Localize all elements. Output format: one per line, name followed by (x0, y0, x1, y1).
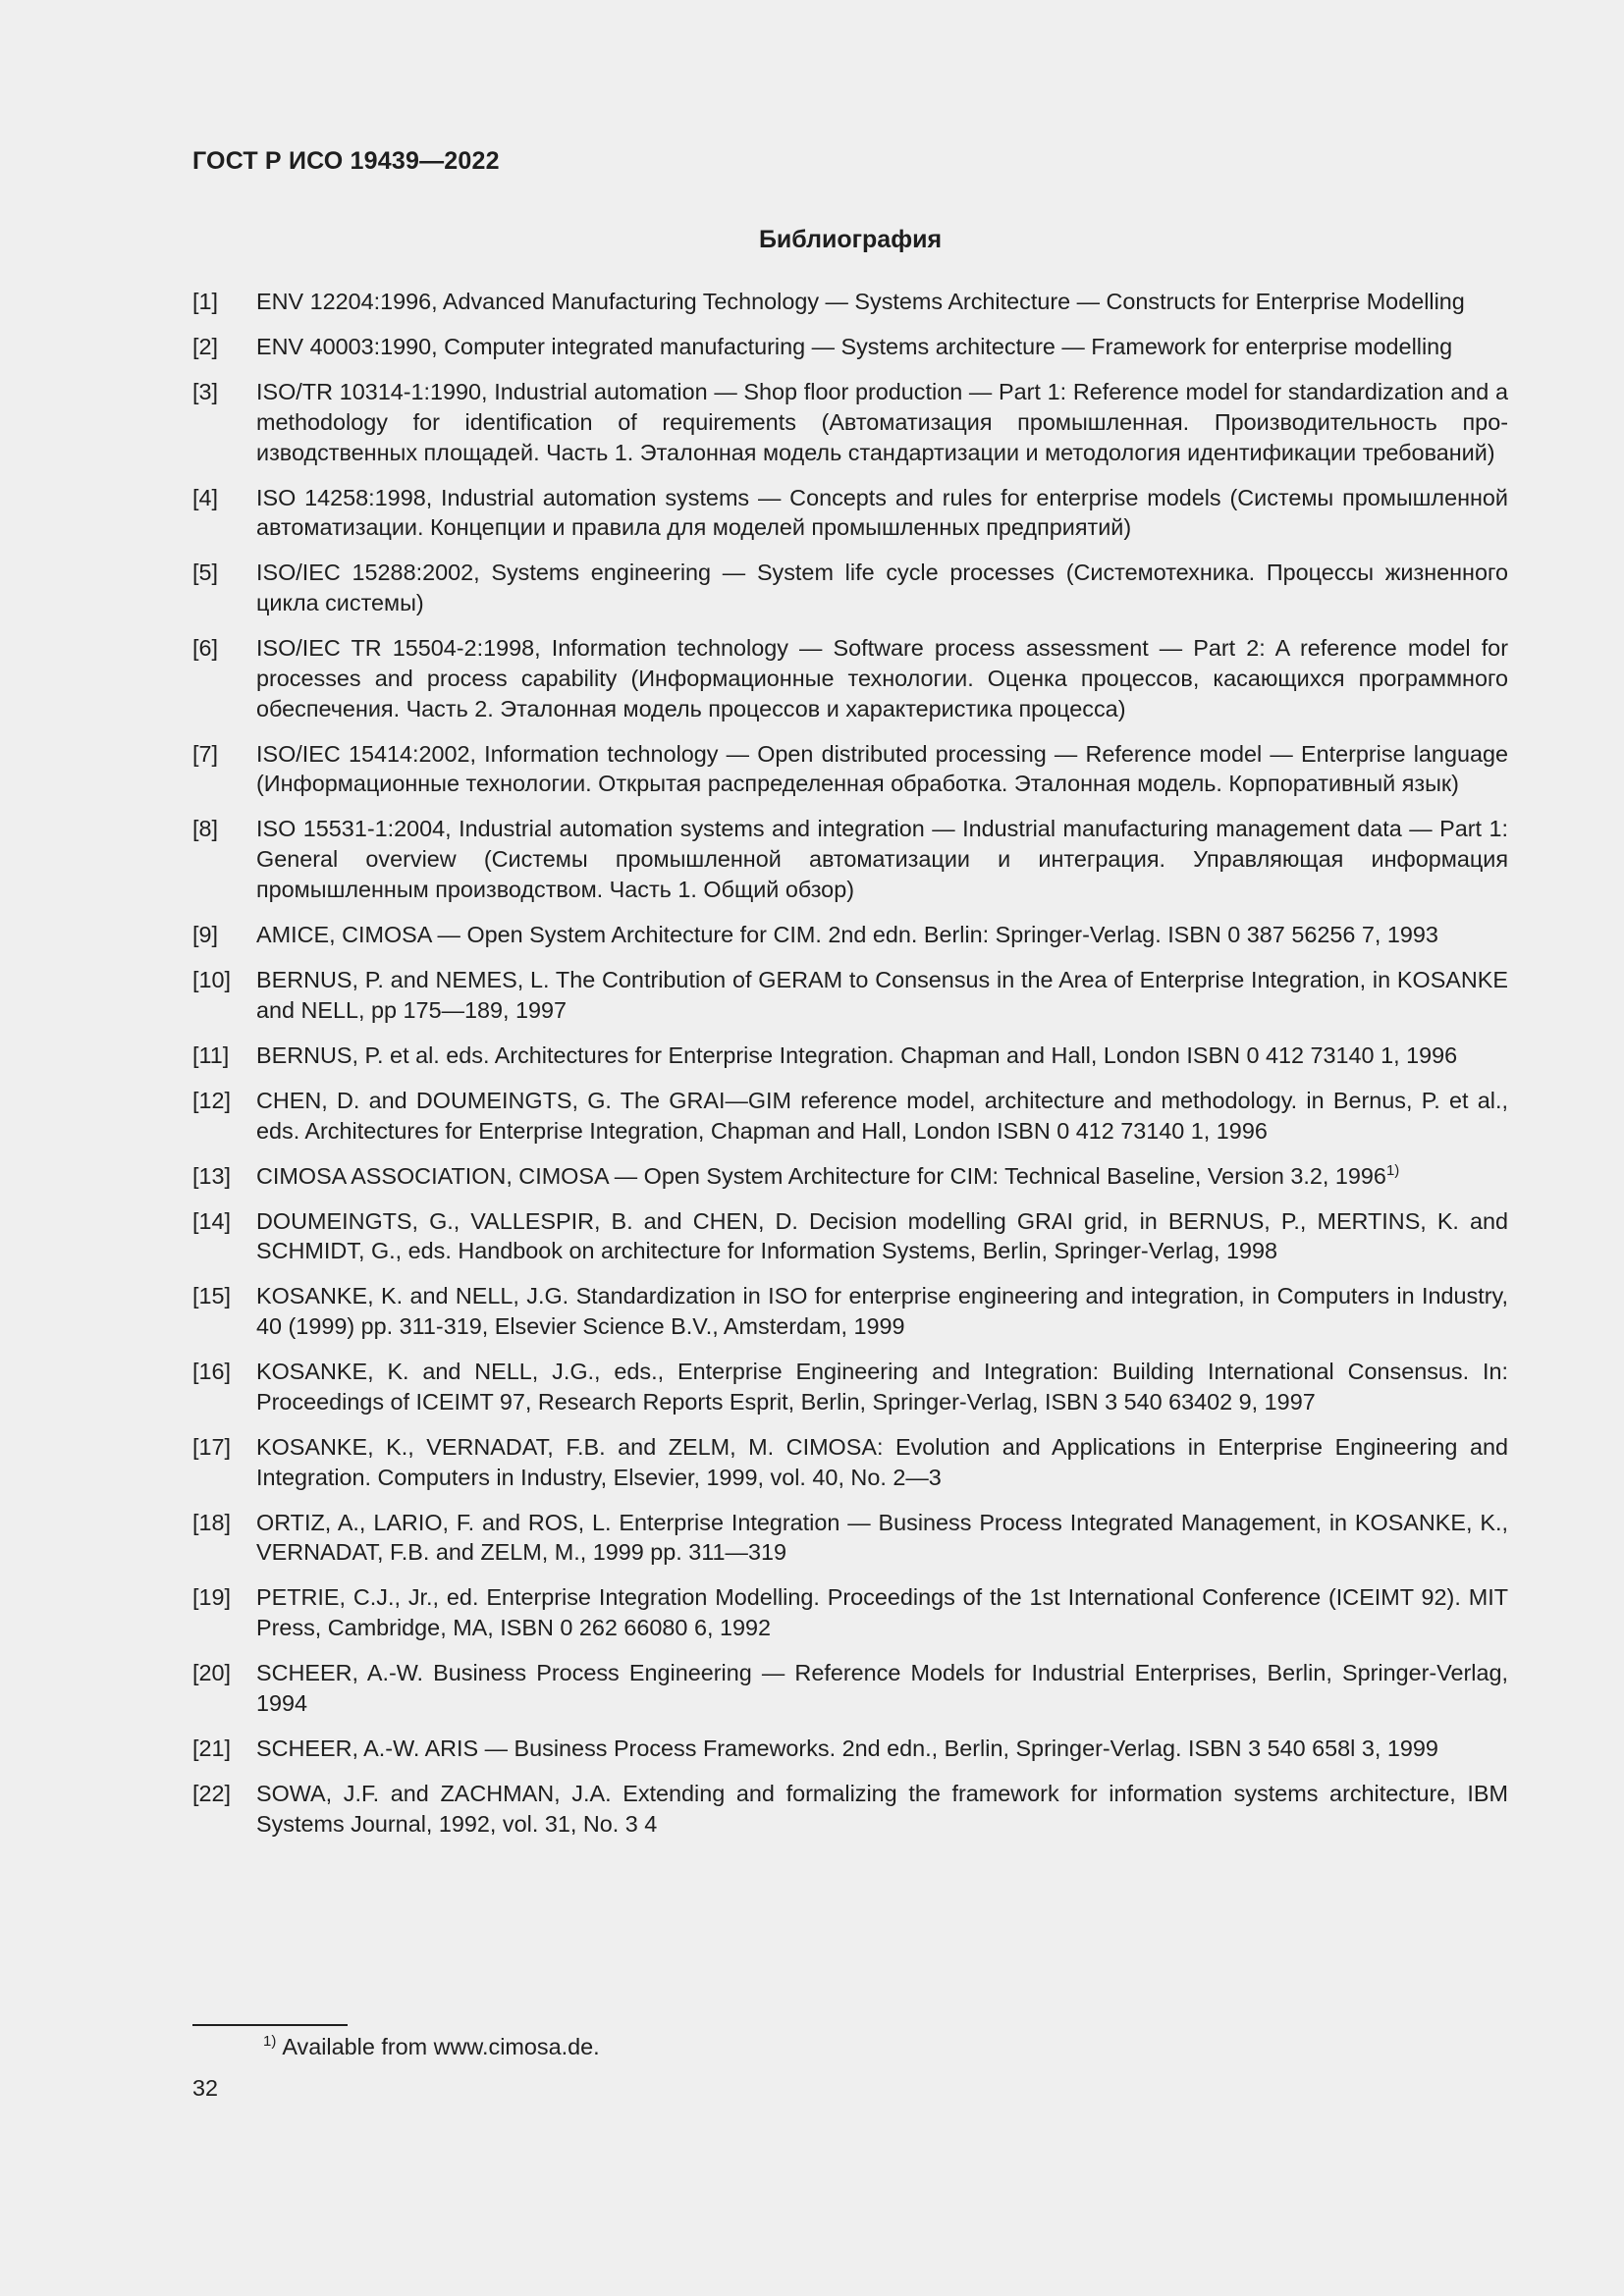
bibliography-entry (192, 1357, 1508, 1417)
bibliography-entry (192, 920, 1508, 950)
bibliography-entry-text: BERNUS, P. et al. eds. Architectures for Enterprise Integration. Chapman and Hall, London ISBN 0 412 73140 1, 1996 (256, 1041, 1458, 1068)
bibliography-entry-text: ENV 12204:1996, Advanced Manufacturing Technology — Systems Architecture — Constructs for Enterprise Modelling (256, 289, 1465, 314)
bibliography-entry-text: SOWA, J.F. and ZACHMAN, J.A. Extending and formalizing the framework for information systems architecture, IBM Systems Journal, 1992, vol. 31, No. 3 4 (256, 1781, 1508, 1837)
bibliography-entry-number: [4] (192, 484, 219, 510)
standard-header: ГОСТ Р ИСО 19439—2022 (192, 147, 500, 175)
bibliography-entry (192, 1658, 1508, 1719)
bibliography-entry-text: KOSANKE, K., VERNADAT, F.B. and ZELM, M. CIMOSA: Evolution and Applications in Enterprise Engineering and Integration. Computers in Industry, Elsevier, 1999, vol. 40, No. 2—3 (256, 1433, 1508, 1490)
bibliography-entry-citation (256, 1508, 1508, 1569)
footnote-reference: 1) (1385, 1161, 1400, 1179)
bibliography-entry (192, 1086, 1508, 1147)
bibliography-entry-text: ISO/TR 10314-1:1990, Industrial automation — Shop floor production — Part 1: Reference model for standardization and a methodology for identification of requirements (Автоматизация промышленная. Производительность производственных площадей. Часть 1. Эталонная модель стандартизации и методология идентификации требований) (256, 378, 1508, 465)
bibliography-entry-text: KOSANKE, K. and NELL, J.G. Standardization in ISO for enterprise engineering and integration, in Computers in Industry, 40 (1999) pp. 311-319, Elsevier Science B.V., Amsterdam, 1999 (256, 1283, 1508, 1340)
bibliography-entry-text: AMICE, CIMOSA — Open System Architecture for CIM. 2nd edn. Berlin: Springer-Verlag. ISBN 0 387 56256 7, 1993 (256, 922, 1438, 948)
bibliography-entry-number: [9] (192, 922, 219, 948)
bibliography-entry-number: [7] (192, 740, 219, 767)
footnote-text: Available from www.cimosa.de. (282, 2034, 600, 2059)
bibliography-entry-number: [17] (192, 1433, 232, 1460)
bibliography-entry-citation (256, 1086, 1508, 1147)
bibliography-entry-number: [18] (192, 1509, 232, 1535)
bibliography-entry-text: ORTIZ, A., LARIO, F. and ROS, L. Enterprise Integration — Business Process Integrated Management, in KOSANKE, K., VERNADAT, F.B. and ZELM, M., 1999 pp. 311—319 (256, 1509, 1508, 1566)
section-title: Библиография (758, 226, 943, 253)
bibliography-entry-number: [5] (192, 560, 219, 586)
bibliography-entry-text: ISO/IEC 15288:2002, Systems engineering — System life cycle processes (Системотехника. Процессы жизненного цикла системы) (256, 560, 1508, 616)
bibliography-entry-citation (256, 1734, 1508, 1764)
bibliography-entry-number: [6] (192, 635, 219, 662)
bibliography-entry (192, 1734, 1508, 1764)
bibliography-entry-citation (256, 287, 1508, 317)
bibliography-entry-citation (256, 739, 1508, 800)
bibliography-entry-text: CIMOSA ASSOCIATION, CIMOSA — Open System Architecture for CIM: Technical Baseline, Version 3.2, 1996 (256, 1162, 1386, 1189)
bibliography-entry-text: SCHEER, A.-W. ARIS — Business Process Frameworks. 2nd edn., Berlin, Springer-Verlag. ISBN 3 540 658l 3, 1999 (256, 1735, 1438, 1762)
bibliography-entry-number: [11] (192, 1041, 230, 1068)
bibliography-entry-text: ENV 40003:1990, Computer integrated manufacturing — Systems architecture — Framework for enterprise modelling (256, 333, 1453, 359)
bibliography-entry-citation (256, 1041, 1508, 1071)
bibliography-entry-text: BERNUS, P. and NEMES, L. The Contribution of GERAM to Consensus in the Area of Enterprise Integration, in KOSANKE and NELL, pp 175—189, 1997 (256, 967, 1508, 1023)
bibliography-entry-number: [13] (192, 1162, 232, 1189)
bibliography-entry (192, 287, 1508, 317)
bibliography-entry-citation (256, 377, 1508, 467)
bibliography-entry-citation (256, 965, 1508, 1026)
bibliography-entry-citation (256, 332, 1508, 362)
page-number: 32 (192, 2075, 219, 2101)
bibliography-entry (192, 1281, 1508, 1342)
bibliography-entry (192, 332, 1508, 362)
bibliography-entry-number: [19] (192, 1584, 232, 1611)
bibliography-entry-text: ISO/IEC 15414:2002, Information technology — Open distributed processing — Reference model — Enterprise language (Информационные технологии. Открытая распределенная обработка. Эталонная модель. Корпоративный язык) (256, 740, 1508, 797)
bibliography-entry-text: ISO 15531-1:2004, Industrial automation systems and integration — Industrial manufacturing management data — Part 1: General overview (Системы промышленной автоматизации и интеграция. Управляющая информация промышленным производством. Часть 1. Общий обзор) (256, 816, 1508, 903)
bibliography-entry-text: CHEN, D. and DOUMEINGTS, G. The GRAI—GIM reference model, architecture and methodology. in Bernus, P. et al., eds. Architectures for Enterprise Integration, Chapman and Hall, London ISBN 0 412 73140 1, 1996 (256, 1087, 1508, 1144)
bibliography-entry-number: [1] (192, 289, 219, 314)
bibliography-entry-text: SCHEER, A.-W. Business Process Engineering — Reference Models for Industrial Enterprises, Berlin, Springer-Verlag, 1994 (256, 1660, 1508, 1717)
bibliography-entry-citation (256, 1582, 1508, 1643)
bibliography-entry-citation (256, 1161, 1508, 1192)
bibliography-entry-citation (256, 558, 1508, 618)
bibliography-entry (192, 558, 1508, 618)
bibliography-entry-citation (256, 814, 1508, 904)
bibliography-entry-number: [16] (192, 1359, 232, 1385)
bibliography-entry-text: PETRIE, C.J., Jr., ed. Enterprise Integration Modelling. Proceedings of the 1st International Conference (ICEIMT 92). MIT Press, Cambridge, MA, ISBN 0 262 66080 6, 1992 (256, 1584, 1508, 1641)
footnote (263, 2032, 600, 2061)
bibliography-entry-text: ISO/IEC TR 15504-2:1998, Information technology — Software process assessment — Part 2: A reference model for processes and process capability (Информационные технологии. Оценка процессов, касающихся программного обеспечения. Часть 2. Эталонная модель процессов и характеристика процесса) (256, 635, 1508, 721)
bibliography-entry (192, 1582, 1508, 1643)
bibliography-entry-citation (256, 1281, 1508, 1342)
bibliography-entry (192, 1041, 1508, 1071)
bibliography-entry-number: [21] (192, 1735, 232, 1762)
footnote-mark: 1) (263, 2033, 277, 2051)
bibliography-entry (192, 1779, 1508, 1840)
bibliography-entry (192, 1432, 1508, 1493)
bibliography-entry (192, 965, 1508, 1026)
bibliography-entry (192, 1206, 1508, 1267)
bibliography-entry-citation (256, 1779, 1508, 1840)
bibliography-entry-number: [20] (192, 1660, 232, 1686)
bibliography-list (192, 287, 1508, 1854)
bibliography-entry-number: [22] (192, 1781, 232, 1807)
bibliography-entry-citation (256, 1206, 1508, 1267)
bibliography-entry (192, 739, 1508, 800)
bibliography-entry-citation (256, 920, 1508, 950)
bibliography-entry (192, 814, 1508, 904)
bibliography-entry-text: DOUMEINGTS, G., VALLESPIR, B. and CHEN, D. Decision modelling GRAI grid, in BERNUS, P., MERTINS, K. and SCHMIDT, G., eds. Handbook on architecture for Information Systems, Berlin, Springer-Verlag, 1998 (256, 1207, 1508, 1264)
bibliography-entry-number: [14] (192, 1207, 232, 1234)
bibliography-entry-number: [12] (192, 1087, 232, 1113)
bibliography-entry-number: [15] (192, 1283, 232, 1309)
bibliography-entry-text: ISO 14258:1998, Industrial automation systems — Concepts and rules for enterprise models (Системы промышленной автоматизации. Концепции и правила для моделей промышленных предприятий) (256, 484, 1508, 541)
bibliography-entry (192, 1508, 1508, 1569)
bibliography-entry-citation (256, 633, 1508, 723)
bibliography-entry (192, 1161, 1508, 1192)
bibliography-entry-text: KOSANKE, K. and NELL, J.G., eds., Enterprise Engineering and Integration: Building International Consensus. In: Proceedings of ICEIMT 97, Research Reports Esprit, Berlin, Springer-Verlag, ISBN 3 540 63402 9, 1997 (256, 1359, 1508, 1415)
footnote-divider (192, 2024, 348, 2026)
bibliography-entry (192, 377, 1508, 467)
bibliography-entry-citation (256, 483, 1508, 544)
bibliography-entry-number: [2] (192, 333, 219, 359)
bibliography-entry-number: [3] (192, 378, 219, 404)
bibliography-entry-number: [10] (192, 967, 232, 993)
bibliography-entry-citation (256, 1658, 1508, 1719)
bibliography-entry (192, 483, 1508, 544)
bibliography-entry-citation (256, 1357, 1508, 1417)
bibliography-entry (192, 633, 1508, 723)
bibliography-entry-number: [8] (192, 816, 219, 842)
bibliography-entry-citation (256, 1432, 1508, 1493)
